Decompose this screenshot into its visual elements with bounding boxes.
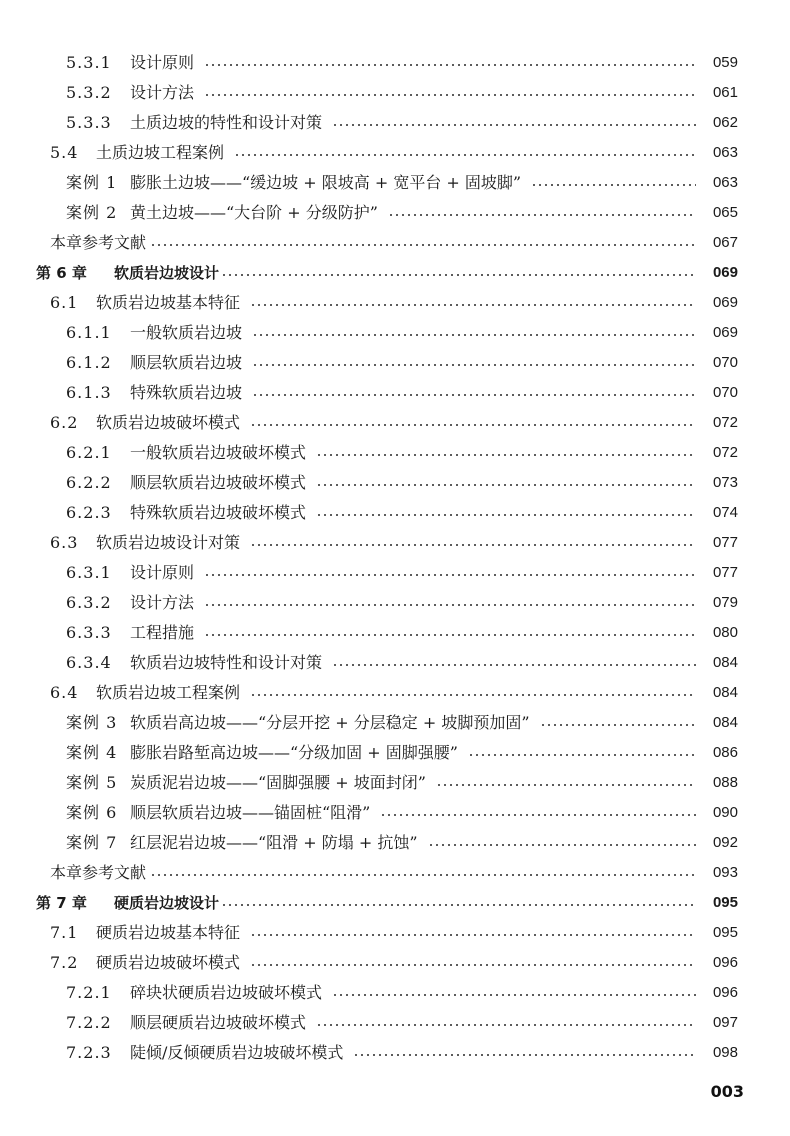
toc-entry-number: 6.1.3	[66, 383, 112, 402]
toc-entry-page: 065	[712, 204, 738, 221]
toc-entry-number: 6.1	[50, 293, 79, 312]
toc-entry-number: 6.1.1	[66, 323, 112, 342]
dot-leader	[234, 154, 696, 156]
toc-section-entry	[0, 108, 790, 138]
toc-case-entry	[0, 768, 790, 798]
toc-entry-title: 设计原则	[130, 563, 195, 582]
toc-entry-page: 096	[712, 984, 738, 1001]
toc-entry-title: 硬质岩边坡破坏模式	[96, 953, 241, 972]
toc-entry-title: 陡倾/反倾硬质岩边坡破坏模式	[130, 1043, 344, 1062]
toc-entry-title: 顺层软质岩边坡——锚固桩“阻滑”	[130, 803, 371, 822]
toc-entry-title: 一般软质岩边坡破坏模式	[130, 443, 307, 462]
toc-section-entry	[0, 288, 790, 318]
toc-section-entry	[0, 1038, 790, 1068]
dot-leader	[221, 904, 696, 906]
toc-section-entry	[0, 1008, 790, 1038]
dot-leader	[150, 244, 696, 246]
toc-entry-title: 顺层软质岩边坡	[130, 353, 243, 372]
toc-entry-page: 069	[712, 324, 738, 341]
toc-entry-number: 案例 7	[66, 833, 118, 852]
toc-entry-title: 膨胀土边坡——“缓边坡 + 限坡高 + 宽平台 + 固坡脚”	[130, 173, 522, 192]
toc-entry-page: 061	[712, 84, 738, 101]
toc-entry-title: 膨胀岩路堑高边坡——“分级加固 + 固脚强腰”	[130, 743, 458, 762]
toc-entry-title: 红层泥岩边坡——“阻滑 + 防塌 + 抗蚀”	[130, 833, 418, 852]
toc-section-entry	[0, 348, 790, 378]
toc-entry-number: 6.2.2	[66, 473, 112, 492]
dot-leader	[540, 724, 696, 726]
toc-entry-title: 特殊软质岩边坡破坏模式	[130, 503, 307, 522]
toc-entry-title: 设计原则	[130, 53, 195, 72]
toc-entry-number: 案例 5	[66, 773, 118, 792]
toc-entry-page: 073	[712, 474, 738, 491]
toc-entry-title: 软质岩边坡特性和设计对策	[130, 653, 323, 672]
toc-section-entry	[0, 468, 790, 498]
dot-leader	[221, 274, 696, 276]
toc-entry-page: 062	[712, 114, 738, 131]
dot-leader	[332, 994, 696, 996]
toc-chapter-entry	[0, 888, 790, 918]
toc-entry-number: 6.3	[50, 533, 79, 552]
toc-entry-number: 案例 6	[66, 803, 118, 822]
toc-entry-page: 063	[712, 144, 738, 161]
toc-entry-number: 案例 4	[66, 743, 118, 762]
toc-entry-title: 土质边坡的特性和设计对策	[130, 113, 323, 132]
toc-entry-number: 6.2	[50, 413, 79, 432]
dot-leader	[250, 694, 696, 696]
toc-entry-page: 097	[712, 1014, 738, 1031]
toc-section-entry	[0, 918, 790, 948]
dot-leader	[252, 364, 696, 366]
toc-entry-title: 设计方法	[130, 83, 195, 102]
dot-leader	[250, 424, 696, 426]
toc-case-entry	[0, 708, 790, 738]
dot-leader	[468, 754, 696, 756]
toc-entry-page: 077	[712, 564, 738, 581]
toc-references-entry	[0, 228, 790, 258]
table-of-contents	[0, 48, 790, 1068]
toc-entry-page: 095	[712, 894, 738, 911]
toc-entry-page: 072	[712, 414, 738, 431]
toc-case-entry	[0, 738, 790, 768]
dot-leader	[204, 574, 696, 576]
toc-entry-title: 特殊软质岩边坡	[130, 383, 243, 402]
toc-section-entry	[0, 948, 790, 978]
toc-section-entry	[0, 498, 790, 528]
dot-leader	[428, 844, 696, 846]
toc-entry-number: 6.4	[50, 683, 79, 702]
toc-entry-number: 6.3.4	[66, 653, 112, 672]
toc-section-entry	[0, 438, 790, 468]
toc-entry-page: 092	[712, 834, 738, 851]
toc-entry-page: 084	[712, 714, 738, 731]
dot-leader	[204, 634, 696, 636]
dot-leader	[250, 544, 696, 546]
toc-entry-number: 7.2.1	[66, 983, 112, 1002]
dot-leader	[204, 64, 696, 66]
toc-case-entry	[0, 798, 790, 828]
toc-entry-title: 工程措施	[130, 623, 195, 642]
dot-leader	[316, 514, 696, 516]
toc-entry-number: 7.2.3	[66, 1043, 112, 1062]
toc-section-entry	[0, 78, 790, 108]
page-number: 003	[710, 1082, 744, 1101]
toc-entry-title: 本章参考文献	[50, 863, 147, 882]
toc-entry-title: 本章参考文献	[50, 233, 147, 252]
toc-section-entry	[0, 378, 790, 408]
toc-entry-title: 软质岩边坡设计对策	[96, 533, 241, 552]
toc-entry-title: 硬质岩边坡基本特征	[96, 923, 241, 942]
toc-entry-title: 土质边坡工程案例	[96, 143, 225, 162]
toc-entry-page: 093	[712, 864, 738, 881]
toc-entry-page: 098	[712, 1044, 738, 1061]
toc-entry-page: 086	[712, 744, 738, 761]
toc-entry-number: 6.3.1	[66, 563, 112, 582]
dot-leader	[316, 454, 696, 456]
toc-entry-title: 黄土边坡——“大台阶 + 分级防护”	[130, 203, 378, 222]
toc-entry-number: 5.3.2	[66, 83, 112, 102]
toc-entry-number: 6.3.2	[66, 593, 112, 612]
toc-entry-page: 059	[712, 54, 738, 71]
dot-leader	[150, 874, 696, 876]
dot-leader	[316, 484, 696, 486]
toc-case-entry	[0, 198, 790, 228]
toc-case-entry	[0, 168, 790, 198]
toc-case-entry	[0, 828, 790, 858]
toc-entry-title: 一般软质岩边坡	[130, 323, 243, 342]
toc-entry-page: 069	[712, 264, 738, 281]
toc-section-entry	[0, 648, 790, 678]
toc-section-entry	[0, 618, 790, 648]
toc-entry-title: 硬质岩边坡设计	[114, 894, 220, 912]
toc-entry-page: 080	[712, 624, 738, 641]
toc-entry-number: 案例 1	[66, 173, 118, 192]
toc-entry-page: 070	[712, 384, 738, 401]
toc-entry-page: 084	[712, 684, 738, 701]
toc-entry-title: 碎块状硬质岩边坡破坏模式	[130, 983, 323, 1002]
toc-entry-page: 095	[712, 924, 738, 941]
dot-leader	[353, 1054, 696, 1056]
toc-chapter-entry	[0, 258, 790, 288]
dot-leader	[332, 124, 696, 126]
toc-entry-title: 软质岩高边坡——“分层开挖 + 分层稳定 + 坡脚预加固”	[130, 713, 530, 732]
toc-entry-page: 063	[712, 174, 738, 191]
toc-entry-page: 067	[712, 234, 738, 251]
toc-entry-title: 顺层硬质岩边坡破坏模式	[130, 1013, 307, 1032]
toc-references-entry	[0, 858, 790, 888]
toc-entry-title: 设计方法	[130, 593, 195, 612]
toc-entry-title: 炭质泥岩边坡——“固脚强腰 + 坡面封闭”	[130, 773, 426, 792]
toc-entry-number: 7.1	[50, 923, 79, 942]
toc-section-entry	[0, 558, 790, 588]
toc-entry-number: 6.2.1	[66, 443, 112, 462]
toc-entry-number: 5.4	[50, 143, 79, 162]
toc-section-entry	[0, 408, 790, 438]
toc-entry-number: 案例 3	[66, 713, 118, 732]
dot-leader	[204, 94, 696, 96]
dot-leader	[380, 814, 696, 816]
toc-list	[0, 48, 790, 1068]
toc-entry-page: 079	[712, 594, 738, 611]
toc-entry-page: 074	[712, 504, 738, 521]
toc-entry-number: 7.2.2	[66, 1013, 112, 1032]
dot-leader	[316, 1024, 696, 1026]
toc-entry-page: 088	[712, 774, 738, 791]
dot-leader	[252, 394, 696, 396]
toc-entry-number: 案例 2	[66, 203, 118, 222]
dot-leader	[250, 304, 696, 306]
toc-entry-page: 069	[712, 294, 738, 311]
toc-section-entry	[0, 48, 790, 78]
dot-leader	[531, 184, 696, 186]
toc-entry-title: 软质岩边坡破坏模式	[96, 413, 241, 432]
toc-section-entry	[0, 588, 790, 618]
toc-entry-number: 6.1.2	[66, 353, 112, 372]
toc-entry-number: 7.2	[50, 953, 79, 972]
dot-leader	[204, 604, 696, 606]
toc-section-entry	[0, 318, 790, 348]
toc-section-entry	[0, 528, 790, 558]
toc-entry-page: 096	[712, 954, 738, 971]
toc-entry-number: 5.3.1	[66, 53, 112, 72]
dot-leader	[436, 784, 696, 786]
dot-leader	[252, 334, 696, 336]
toc-section-entry	[0, 678, 790, 708]
toc-entry-page: 077	[712, 534, 738, 551]
toc-entry-title: 软质岩边坡基本特征	[96, 293, 241, 312]
dot-leader	[250, 964, 696, 966]
toc-section-entry	[0, 138, 790, 168]
toc-entry-title: 软质岩边坡设计	[114, 264, 220, 282]
dot-leader	[250, 934, 696, 936]
toc-entry-number: 6.2.3	[66, 503, 112, 522]
toc-section-entry	[0, 978, 790, 1008]
toc-entry-number: 5.3.3	[66, 113, 112, 132]
toc-entry-title: 顺层软质岩边坡破坏模式	[130, 473, 307, 492]
toc-entry-page: 090	[712, 804, 738, 821]
toc-entry-title: 软质岩边坡工程案例	[96, 683, 241, 702]
toc-entry-number: 6.3.3	[66, 623, 112, 642]
toc-entry-page: 072	[712, 444, 738, 461]
dot-leader	[332, 664, 696, 666]
toc-entry-number: 第 7 章	[36, 894, 87, 912]
toc-entry-page: 070	[712, 354, 738, 371]
toc-entry-number: 第 6 章	[36, 264, 87, 282]
toc-entry-page: 084	[712, 654, 738, 671]
dot-leader	[388, 214, 696, 216]
